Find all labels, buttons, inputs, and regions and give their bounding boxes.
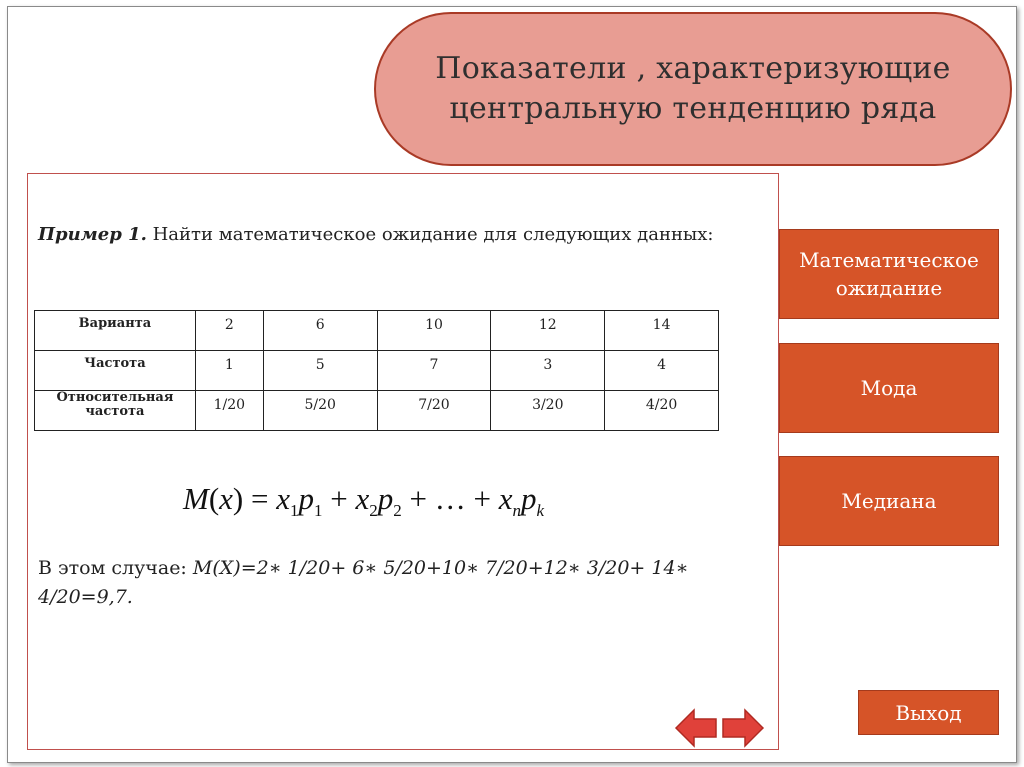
example-text: Найти математическое ожидание для следующих данных: [146,224,714,245]
table-cell: 3/20 [491,391,605,431]
row-header: Частота [35,351,196,391]
table-row [35,311,719,351]
table-cell: 3 [491,351,605,391]
nav-expectation-button[interactable] [779,229,999,319]
table-cell: 4/20 [605,391,719,431]
table-row [35,351,719,391]
right-arrow-icon[interactable] [721,708,765,748]
data-table [34,310,719,431]
nav-mode-button[interactable] [779,343,999,433]
content-panel [27,173,779,750]
exit-label: Выход [895,700,962,725]
calc-expression: M(X)=2∗ 1/20+ 6∗ 5/20+10∗ 7/20+12∗ 3/20+ 14∗ 4/20=9,7. [38,557,689,608]
table-cell: 12 [491,311,605,351]
table-cell: 7/20 [377,391,491,431]
table-cell: 6 [263,311,377,351]
left-arrow-icon[interactable] [674,708,718,748]
table-cell: 10 [377,311,491,351]
page-title: Показатели , характеризующие центральную тенденцию ряда [435,51,951,126]
nav-median-label: Медиана [841,489,937,513]
nav-median-button[interactable] [779,456,999,546]
exit-button[interactable] [858,690,999,735]
table-cell: 5 [263,351,377,391]
row-header: Относительная частота [35,391,196,431]
example-intro [38,222,738,247]
calc-prefix: В этом случае: [38,557,193,579]
table-cell: 2 [195,311,263,351]
table-cell: 1 [195,351,263,391]
expectation-formula: $M(x) = x_1p_1 + x_2p_2$ + … + $x_np_k$ [183,481,545,520]
table-cell: 14 [605,311,719,351]
row-header: Варианта [35,311,196,351]
table-cell: 4 [605,351,719,391]
table-cell: 7 [377,351,491,391]
table-cell: 5/20 [263,391,377,431]
nav-mode-label: Мода [860,376,918,400]
calculation-text [38,554,773,612]
nav-expectation-label: Математическое ожидание [799,248,979,300]
title-banner [374,12,1012,166]
example-label: Пример 1. [38,224,147,245]
table-cell: 1/20 [195,391,263,431]
table-row [35,391,719,431]
